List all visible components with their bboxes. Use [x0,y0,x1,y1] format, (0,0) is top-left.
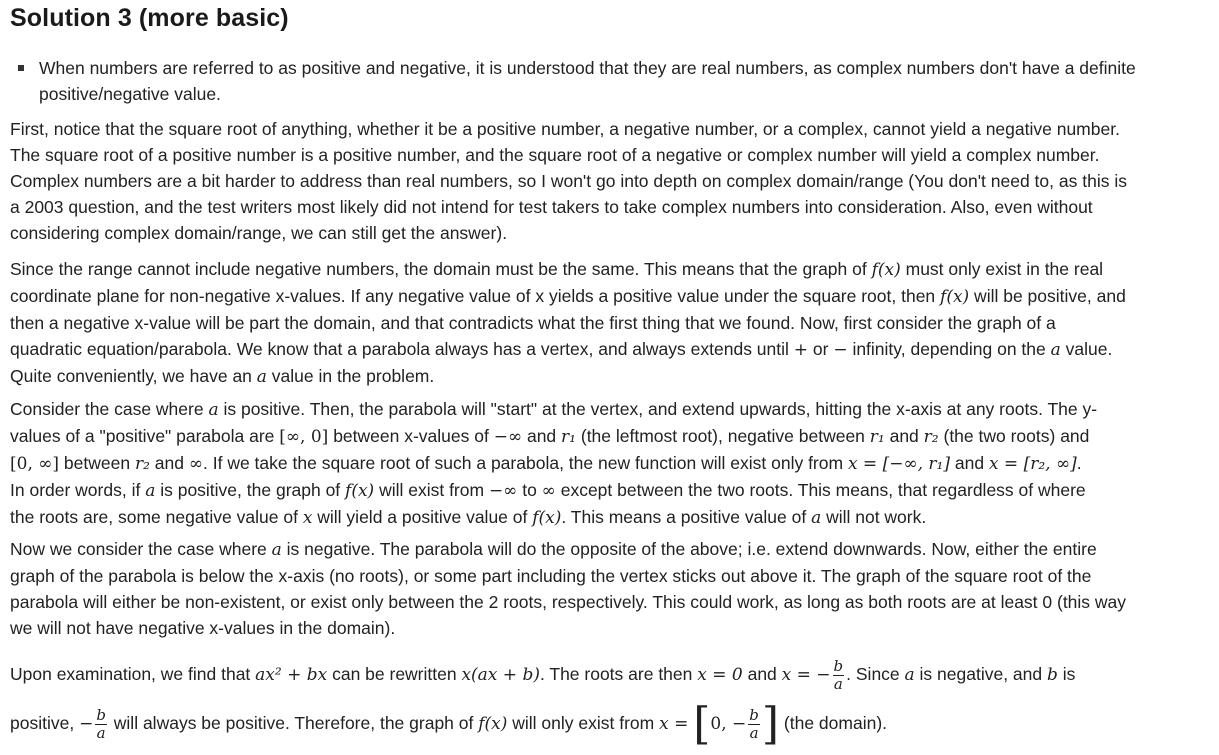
text: then a negative x-value will be part the domain, and that contradicts what the first thing that we found. Now, first consider the graph of a [10,313,1056,333]
text: we will not have negative x-values in the domain). [10,618,396,638]
p1-line: a 2003 question, and the test writers most likely did not intend for test takers to take complex numbers into consideration. Also, even without [10,197,1093,217]
text: the roots are, some negative value of [10,507,303,527]
math-interval: [0, ∞] [10,454,60,474]
math-neg-infinity: −∞ [493,427,523,447]
math-a: a [208,400,219,420]
text: . The roots are then [539,664,698,684]
text: is negative, and [914,664,1047,684]
text: and [742,664,782,684]
text: Consider the case where [10,399,209,419]
text: . [1076,453,1082,473]
math-fx: f(x) [940,287,970,307]
bullet-text-line2: positive/negative value. [39,84,221,104]
text: (the leftmost root), negative between [576,426,870,446]
paragraph-5 [10,650,1210,748]
text: to [517,480,542,500]
text: will exist from [374,480,489,500]
text: values of a "positive" parabola are [10,426,280,446]
p1-line: Complex numbers are a bit harder to address than real numbers, so I won't go into depth on complex domain/range (You don't need to, as this is [10,171,1127,191]
paragraph-4 [10,536,1210,641]
text: can be rewritten [327,664,462,684]
fraction-b-over-a [833,658,845,693]
text: parabola will either be non-existent, or exist only between the 2 roots, respectively. This could work, as long as both roots are at least 0 (this way [10,592,1127,612]
text: Since the range cannot include negative numbers, the domain must be the same. This means that the graph of [10,259,872,279]
math-b: b [1046,665,1058,685]
text: value in the problem. [266,366,435,386]
text: . If we take the square root of such a parabola, the new function will exist only from [203,453,848,473]
text: between [59,453,135,473]
text: will be positive, and [969,286,1126,306]
text: graph of the parabola is below the x-axis (no roots), or some part including the vertex sticks out above it. The graph of the square root of the [10,566,1092,586]
list-item [0,55,1204,107]
text: is positive, the graph of [155,480,346,500]
math-range-1: x = [−∞, r₁] [847,454,950,474]
text: and [950,453,989,473]
bullet-icon [18,65,24,71]
text: . Since [846,664,905,684]
text: except between the two roots. This means, that regardless of where [555,480,1086,500]
left-bracket: [ [693,698,711,750]
math-fx: f(x) [478,714,508,734]
math-minus: − [79,714,94,734]
math-root-zero: x = 0 [697,665,743,685]
text: between x-values of [328,426,494,446]
math-x-equals: x = − [781,665,831,685]
math-a: a [1050,340,1061,360]
math-infinity: ∞ [541,481,556,501]
math-r1: r₁ [869,427,885,447]
text: In order words, if [10,480,146,500]
math-infinity: ∞ [188,454,204,474]
text: and [149,453,189,473]
note-list [0,55,1219,107]
text: infinity, depending on the [847,339,1051,359]
p1-line: The square root of a positive number is a positive number, and the square root of a negative or complex number will yield a complex number. [10,145,1100,165]
text: is negative. The parabola will do the opposite of the above; i.e. extend downwards. Now, either the entire [281,539,1097,559]
math-a: a [904,665,915,685]
fraction-b-over-a [95,707,107,742]
paragraph-1 [10,116,1210,246]
math-quadratic: ax² + bx [255,665,328,685]
text: or [808,339,834,359]
math-fx: f(x) [345,481,375,501]
denominator: a [833,674,843,693]
math-a: a [811,508,822,528]
text: and [884,426,924,446]
section-heading: Solution 3 (more basic) [10,4,289,32]
text: will not work. [821,507,927,527]
text: Quite conveniently, we have an [10,366,257,386]
math-interval-start: 0, − [710,714,747,734]
text: is [1057,664,1076,684]
p1-line: considering complex domain/range, we can still get the answer). [10,223,508,243]
math-fx: f(x) [532,508,562,528]
text: coordinate plane for non-negative x-values. If any negative value of x yields a positive value under the square root, then [10,286,941,306]
text: will only exist from [507,713,660,733]
numerator: b [749,705,759,724]
bullet-text-line1: When numbers are referred to as positive and negative, it is understood that they are real numbers, as complex numbers don't have a definite [39,58,1136,78]
math-a: a [145,481,156,501]
denominator: a [96,723,106,742]
math-x: x [302,508,313,528]
text: (the two roots) and [938,426,1090,446]
math-a: a [271,540,282,560]
math-minus: − [833,340,848,360]
text: will yield a positive value of [312,507,533,527]
math-r2: r₂ [134,454,150,474]
denominator: a [749,723,759,742]
text: . This means a positive value of [561,507,812,527]
math-range-2: x = [r₂, ∞] [988,454,1077,474]
math-fx: f(x) [871,260,901,280]
text: value. [1060,339,1113,359]
text: positive, [10,713,80,733]
text: Upon examination, we find that [10,664,256,684]
p1-line: First, notice that the square root of anything, whether it be a positive number, a negative number, or a complex, cannot yield a negative number. [10,119,1120,139]
text: must only exist in the real [900,259,1104,279]
numerator: b [96,705,106,724]
text: (the domain). [779,713,888,733]
right-bracket: ] [761,698,780,750]
fraction-b-over-a [748,707,760,742]
text: will always be positive. Therefore, the graph of [108,713,479,733]
math-neg-infinity: −∞ [488,481,518,501]
math-r1: r₁ [561,427,576,447]
math-a: a [256,367,267,387]
text: and [522,426,562,446]
math-plus: + [793,340,809,360]
text: Now we consider the case where [10,539,272,559]
numerator: b [833,656,844,675]
text: quadratic equation/parabola. We know that a parabola always has a vertex, and always extends until [10,339,794,359]
paragraph-2 [10,256,1210,390]
math-x-equals: x = [659,714,689,734]
math-r2: r₂ [923,427,939,447]
math-factored: x(ax + b) [461,665,540,685]
math-interval: [∞, 0] [279,427,329,447]
text: is positive. Then, the parabola will "start" at the vertex, and extend upwards, hitting the x-axis at any roots. The y- [218,399,1098,419]
paragraph-3 [10,396,1210,531]
